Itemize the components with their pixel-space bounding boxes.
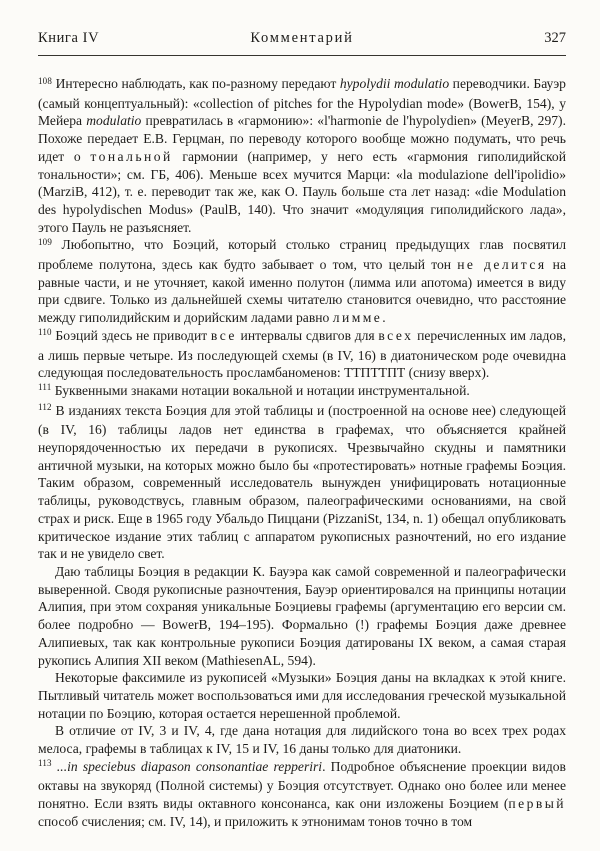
text-run: первый [508, 796, 566, 812]
footnote-112-para-4 [38, 722, 566, 757]
running-head-book: Книга IV [38, 30, 100, 46]
text-run: Боэций здесь не приводит [51, 327, 211, 343]
footnote-number: 113 [38, 758, 52, 769]
footnote-112-para-2 [38, 563, 566, 669]
text-run: . [382, 310, 386, 326]
footnote-108 [38, 75, 566, 236]
text-run: интервалы сдвигов для [236, 327, 379, 343]
text-run: ...in speciebus diapason consonantiae repperiri [56, 758, 323, 774]
text-run: Буквенными знаками нотации вокальной и нотации инструментальной. [51, 382, 470, 398]
page-number: 327 [544, 30, 566, 46]
text-run: . Подробное объяснение проекции видов октавы на звукоряд (Полной системы) у Боэция отсутствует. Однако оно более или менее понятно. Если взять виды октавного консонанса, как они изложены Боэцием ( [38, 758, 566, 812]
text-run: гармонии (например, у него есть «гармония гиполидийской тональности»; см. ГБ, 406). Меньше всех мучится Марци: «la modulazione dell'ipolidio» (MarziB, 412), т. е. переводит так же, как О. Пауль больше ста лет назад: «die Modulation des hypolydischen Modus» (PaulB, 140). Что значит «модуляция гиполидийского лада», этого Пауль не разъясняет. [38, 148, 567, 235]
footnote-number: 109 [38, 236, 53, 247]
text-run: Даю таблицы Боэция в редакции К. Бауэра как самой современной и палеографически выверенной. Сводя рукописные разночтения, Бауэр ориентировался на принципы нотации Алипия, при этом сохраняя уникальные Боэциевы графемы (аргументацию его версии см. более подробно — BowerB, 194–195). Формально (!) графемы Боэция даже древнее Алипиевых, так как контрольные рукописи Боэция датированы IX веком, а самая старая рукопись Алипия XII веком (MathiesenAL, 594). [38, 563, 566, 668]
commentary-body [38, 75, 566, 831]
text-run: на равные части, и не уточняет, какой именно полутон (лимма или апотома) имеется в виду при сдвиге. Только из дальнейшей схемы читателю становится очевидно, что расстояние между гиполидийским и дорийским ладами равно [38, 257, 566, 326]
footnote-109 [38, 236, 566, 327]
text-run: не делится [457, 257, 547, 273]
footnote-112-para-3 [38, 669, 566, 722]
text-run: Некоторые факсимиле из рукописей «Музыки» Боэция даны на вкладках к этой книге. Пытливый читатель может воспользоваться ими для исследования греческой музыкальной нотации по Боэцию, которая остается нерешенной проблемой. [38, 670, 566, 721]
text-run: тональной [90, 148, 173, 164]
footnote-112 [38, 402, 566, 563]
running-head-section: Комментарий [250, 30, 354, 46]
text-run: переводчики. Бауэр (самый концептуальный): «collection of pitches for the Hypolydian mode» (BowerB, 154), у Мейера [38, 76, 566, 129]
footnote-113 [38, 758, 566, 831]
text-run: лимме [332, 310, 383, 326]
footnote-number: 111 [38, 382, 52, 393]
text-run: hypolydii modulatio [339, 76, 450, 91]
text-run: Интересно наблюдать, как по-разному передают [52, 76, 340, 91]
text-run: В отличие от IV, 3 и IV, 4, где дана нотация для лидийского тона во всех трех родах мелоса, графемы в таблицах к IV, 15 и IV, 16 даны только для диатоники. [38, 723, 566, 757]
footnote-111 [38, 382, 566, 402]
footnote-110 [38, 327, 566, 382]
text-run: все [210, 327, 237, 343]
footnote-number: 110 [38, 327, 52, 338]
text-run: способ счисления; см. IV, 14), и приложить к этнонимам тонов точно в том [38, 813, 473, 829]
text-run: Любопытно, что Боэций, который столько страниц предыдущих глав посвятил проблеме полутона, здесь как будто забывает о том, что целый тон [38, 237, 566, 273]
text-run: перечисленных им ладов, а лишь первые четыре. Из последующей схемы (в IV, 16) в диатоническом роде очевидна следующая последовательность просламбаноменов: ТТПТТПТ (снизу вверх). [38, 327, 566, 381]
footnote-number: 112 [38, 402, 52, 413]
text-run: modulatio [86, 113, 142, 129]
page-header [38, 30, 566, 56]
text-run: превратилась в «гармонию»: «l'harmonie de l'hypolydien» (MeyerB, 297). Похоже передает Е.В. Герцман, по переводу которого вообще можно подумать, что речь идет о [38, 113, 566, 164]
text-run: всех [378, 327, 414, 343]
text-run: В изданиях текста Боэция для этой таблицы и (построенной на основе нее) следующей (в IV, 16) таблицы ладов нет единства в графемах, что объясняется крайней неупорядоченностью их передачи в рукописях. Чрезвычайно скудны и памятники античной музыки, на которых можно было бы «протестировать» нотные графемы Боэция. Таким образом, современный исследователь вынужден унифицировать нотационные таблицы, руководствусь, главным образом, палеографическими основаниями, на свой страх и риск. Еще в 1965 году Убальдо Пиццани (PizzaniSt, 134, n. 1) обещал опубликовать критическое издание этих таблиц с аппаратом рукописных разночтений, но его издание так и не увидело свет. [38, 402, 566, 562]
footnote-number: 108 [38, 75, 53, 86]
